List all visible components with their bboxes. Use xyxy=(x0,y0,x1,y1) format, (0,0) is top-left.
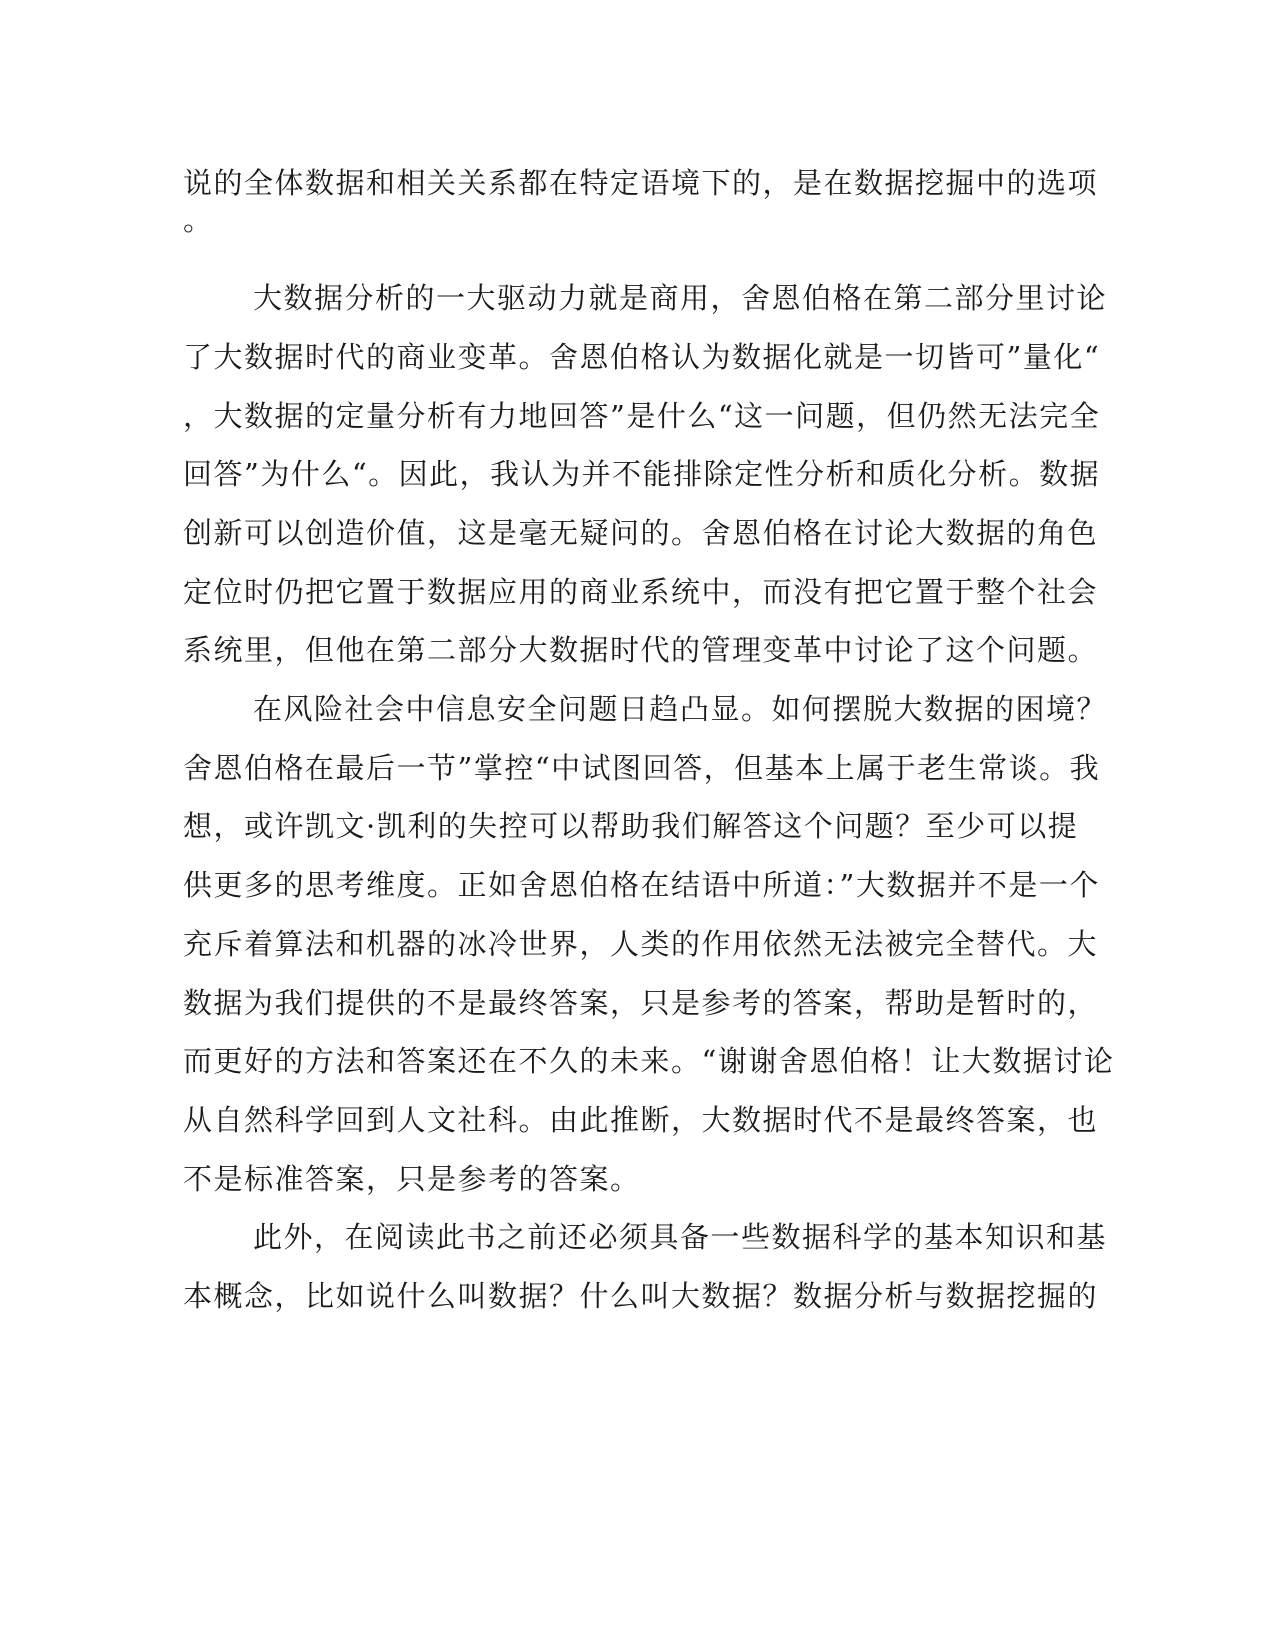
text-line: 舍恩伯格在最后一节”掌控“中试图回答，但基本上属于老生常谈。我 xyxy=(183,751,1101,785)
text-line: 供更多的思考维度。正如舍恩伯格在结语中所道：”大数据并不是一个 xyxy=(183,868,1100,902)
text-line: 说的全体数据和相关关系都在特定语境下的，是在数据挖掘中的选项 xyxy=(183,166,1099,200)
paragraph-first-line: 在风险社会中信息安全问题日趋凸显。如何摆脱大数据的困境？ xyxy=(253,692,1108,726)
text-line: 充斥着算法和机器的冰冷世界，人类的作用依然无法被完全替代。大 xyxy=(183,927,1099,961)
text-line: ，大数据的定量分析有力地回答”是什么“这一问题，但仍然无法完全 xyxy=(183,399,1101,433)
text-line: 而更好的方法和答案还在不久的未来。“谢谢舍恩伯格！让大数据讨论 xyxy=(183,1044,1115,1078)
text-line: 想，或许凯文·凯利的失控可以帮助我们解答这个问题？至少可以提 xyxy=(183,809,1079,843)
text-line: 数据为我们提供的不是最终答案，只是参考的答案，帮助是暂时的， xyxy=(183,986,1099,1020)
text-line: 创新可以创造价值，这是毫无疑问的。舍恩伯格在讨论大数据的角色 xyxy=(183,516,1099,550)
text-line: 了大数据时代的商业变革。舍恩伯格认为数据化就是一切皆可”量化“ xyxy=(183,340,1101,374)
paragraph-first-line: 此外，在阅读此书之前还必须具备一些数据科学的基本知识和基 xyxy=(253,1220,1108,1254)
paragraph-first-line: 大数据分析的一大驱动力就是商用，舍恩伯格在第二部分里讨论 xyxy=(253,281,1108,315)
text-line: 本概念，比如说什么叫数据？什么叫大数据？数据分析与数据挖掘的 xyxy=(183,1279,1099,1313)
text-line: 。 xyxy=(183,203,214,237)
text-line: 回答”为什么“。因此，我认为并不能排除定性分析和质化分析。数据 xyxy=(183,457,1101,491)
text-line: 系统里，但他在第二部分大数据时代的管理变革中讨论了这个问题。 xyxy=(183,633,1099,667)
text-line: 不是标准答案，只是参考的答案。 xyxy=(183,1162,641,1196)
text-line: 定位时仍把它置于数据应用的商业系统中，而没有把它置于整个社会 xyxy=(183,575,1099,609)
text-line: 从自然科学回到人文社科。由此推断，大数据时代不是最终答案，也 xyxy=(183,1103,1099,1137)
